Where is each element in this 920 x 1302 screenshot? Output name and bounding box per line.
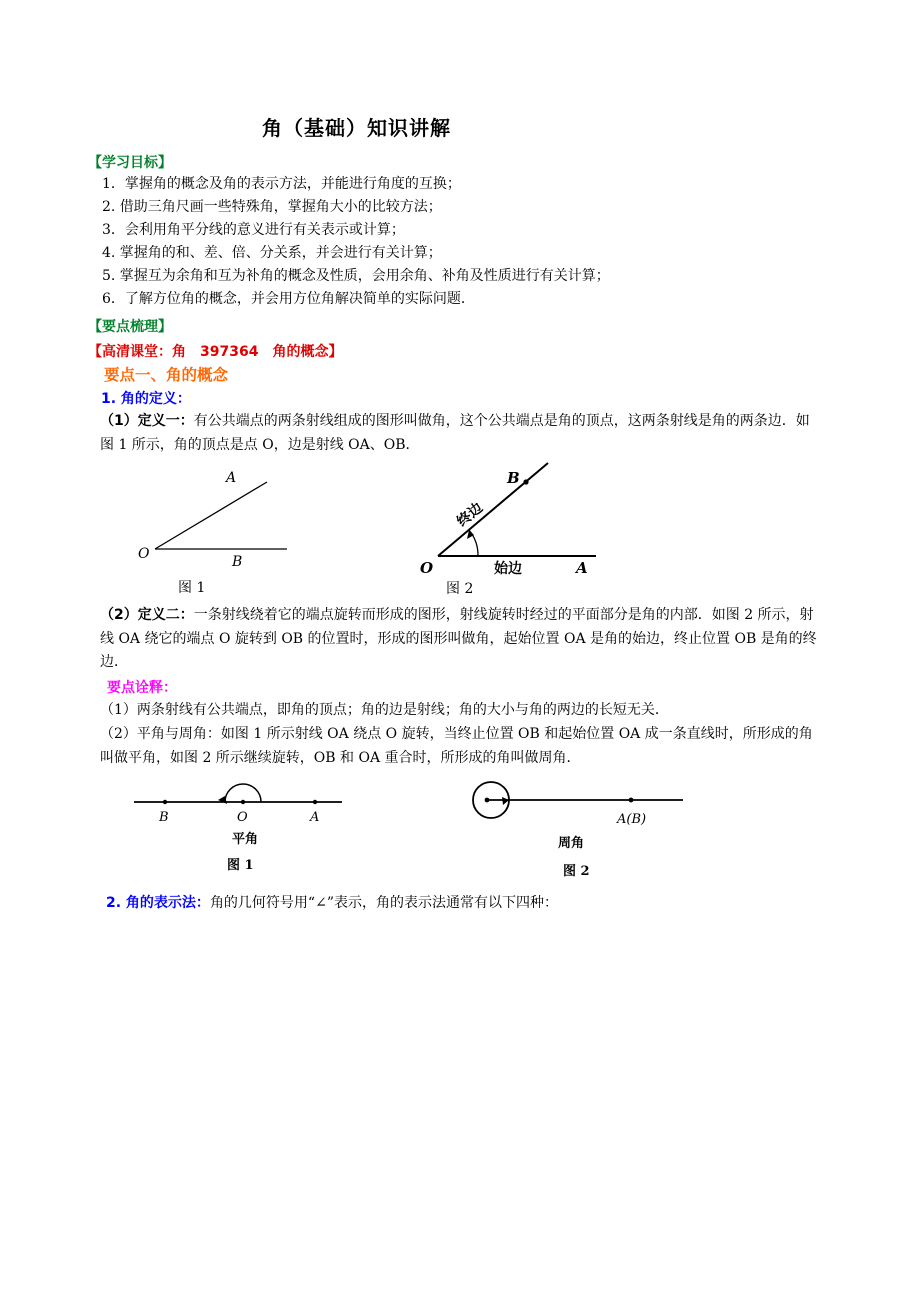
point-b xyxy=(523,479,528,484)
point-o xyxy=(241,800,245,804)
points-heading: 【要点梳理】 xyxy=(88,319,172,335)
figure-caption: 图 2 xyxy=(446,581,474,597)
label-a: A xyxy=(576,559,588,577)
label-b: B xyxy=(159,810,169,825)
full-angle-name: 周角 xyxy=(558,836,585,851)
straight-angle-name: 平角 xyxy=(232,832,259,847)
note-heading: 要点诠释： xyxy=(107,680,177,696)
def2-text: 一条射线绕着它的端点旋转而形成的图形，射线旋转时经过的平面部分是角的内部．如图 2 所示，射线 OA 绕它的端点 O 旋转到 OB 的位置时，形成的图形叫做角，起始位置 OA 是角的始边，终止位置 OB 是角的终边． xyxy=(100,607,817,670)
figure-2-angle xyxy=(410,455,610,603)
label-ab: A(B) xyxy=(617,812,647,827)
goal-item: 5. 掌握互为余角和互为补角的概念及性质，会用余角、补角及性质进行有关计算； xyxy=(102,268,610,284)
rep-label: 2. 角的表示法： xyxy=(106,895,210,911)
def1-text: 有公共端点的两条射线组成的图形叫做角，这个公共端点是角的顶点，这两条射线是角的两条边．如图 1 所示，角的顶点是点 O，边是射线 OA、OB． xyxy=(100,413,810,453)
figure-straight-angle xyxy=(130,775,350,880)
goal-item: 3．会利用角平分线的意义进行有关表示或计算； xyxy=(102,222,405,238)
point-a-b xyxy=(629,798,634,803)
note-2: （2）平角与周角：如图 1 所示射线 OA 绕点 O 旋转，当终止位置 OB 和起始位置 OA 成一条直线时，所形成的角叫做平角，如图 2 所示继续旋转，OB 和 OA 重合时，所形成的角叫做周角． xyxy=(100,726,813,766)
representation-line xyxy=(106,892,558,914)
figure-full-angle xyxy=(465,775,690,885)
terminal-side-label: 终边 xyxy=(454,499,487,531)
def2-label: （2）定义二： xyxy=(100,607,194,623)
label-a: A xyxy=(226,470,237,486)
ray-oa xyxy=(155,482,267,549)
classroom-link[interactable]: 【高清课堂：角 397364 角的概念】 xyxy=(88,344,343,360)
point1-heading: 要点一、角的概念 xyxy=(104,366,229,384)
rep-text: 角的几何符号用“∠”表示，角的表示法通常有以下四种： xyxy=(209,895,558,911)
straight-angle-arc xyxy=(225,784,261,802)
figure-caption: 图 2 xyxy=(563,864,590,879)
note-1: （1）两条射线有公共端点，即角的顶点；角的边是射线；角的大小与角的两边的长短无关． xyxy=(100,702,669,718)
definition-1 xyxy=(100,410,822,457)
definition-2 xyxy=(100,604,822,675)
goal-item: 1．掌握角的概念及角的表示方法，并能进行角度的互换； xyxy=(102,176,461,192)
def1-label: （1）定义一： xyxy=(100,413,194,429)
label-b: B xyxy=(232,554,243,570)
initial-side-label: 始边 xyxy=(494,561,522,577)
label-a: A xyxy=(310,810,320,825)
figure-1-angle xyxy=(130,460,300,600)
figure-caption: 图 1 xyxy=(227,858,254,873)
goal-item: 4. 掌握角的和、差、倍、分关系，并会进行有关计算； xyxy=(102,245,442,261)
point-a xyxy=(313,800,317,804)
def-heading: 1. 角的定义： xyxy=(101,391,191,407)
terminal-side xyxy=(438,463,548,556)
label-b: B xyxy=(507,469,520,487)
figure-caption: 图 1 xyxy=(178,580,206,596)
goals-heading: 【学习目标】 xyxy=(88,155,172,171)
page-title: 角（基础）知识讲解 xyxy=(262,116,451,140)
label-o: O xyxy=(420,559,434,577)
goal-item: 6．了解方位角的概念，并会用方位角解决简单的实际问题． xyxy=(102,291,475,307)
label-o: O xyxy=(138,546,150,562)
point-b xyxy=(163,800,167,804)
label-o: O xyxy=(237,810,248,825)
point-o xyxy=(485,798,490,803)
goal-item: 2. 借助三角尺画一些特殊角，掌握角大小的比较方法； xyxy=(102,199,442,215)
